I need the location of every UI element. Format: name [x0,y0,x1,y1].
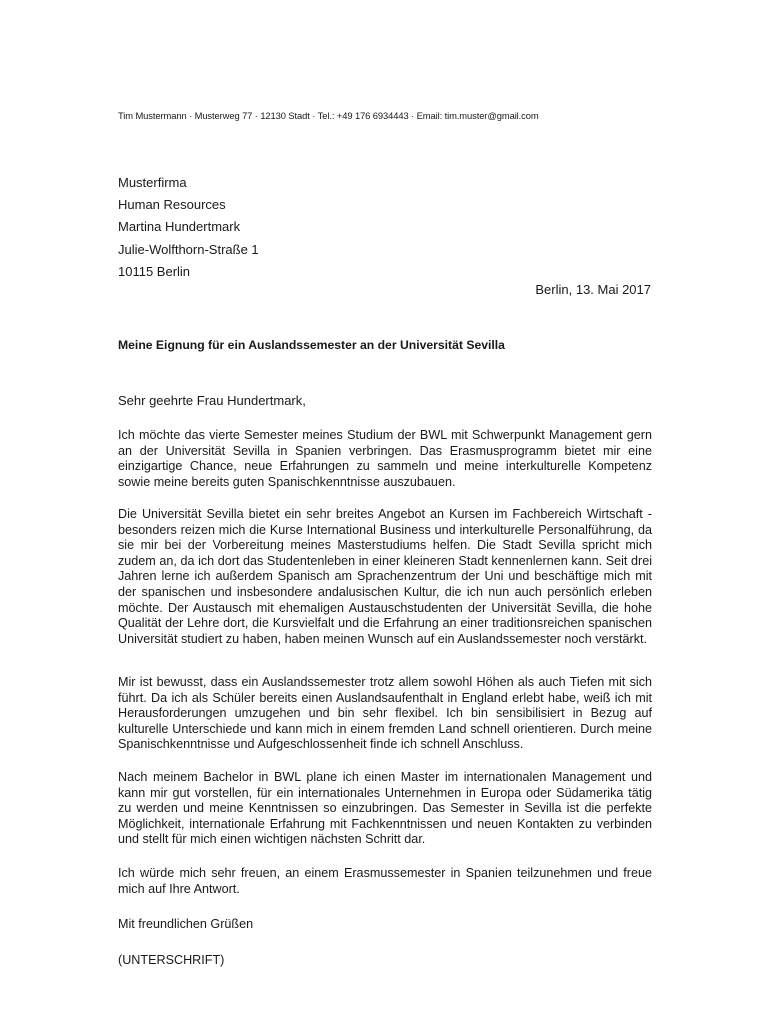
sender-address-line: Tim Mustermann · Musterweg 77 · 12130 Stadt · Tel.: +49 176 6934443 · Email: tim.muster@gmail.com [118,110,539,121]
recipient-city: 10115 Berlin [118,263,191,279]
recipient-address [118,172,259,283]
letter-subject: Meine Eignung für ein Auslandssemester an der Universität Sevilla [118,338,505,352]
closing: Mit freundlichen Grüßen [118,917,254,931]
recipient-street: Julie-Wolfthorn-Straße 1 [118,241,259,257]
letter-date: Berlin, 13. Mai 2017 [535,282,651,297]
body-paragraph: Ich möchte das vierte Semester meines Studium der BWL mit Schwerpunkt Management gern an der Universität Sevilla in Spanien verbringen. Das Erasmusprogramm bietet mir eine einzigartige Chance, neue Erfahrungen zu sammeln und meine interkulturelle Kompetenz sowie meine bereits guten Spanischkenntnisse auszubauen. [118,428,652,489]
salutation: Sehr geehrte Frau Hundertmark, [118,393,306,408]
recipient-company: Musterfirma [118,175,187,190]
signature-placeholder: (UNTERSCHRIFT) [118,953,225,967]
body-paragraph: Die Universität Sevilla bietet ein sehr breites Angebot an Kursen im Fachbereich Wirtschaft - besonders reizen mich die Kurse International Business und interkulturelle Personalführung, da sie mir bei der Vorbereitung meines Masterstudiums helfen. Die Stadt Sevilla spricht mich zudem an, da ich dort das Studentenleben in einer kleineren Stadt kennenlernen kann. Seit drei Jahren lerne ich außerdem Spanisch am Sprachenzentrum der Uni und beschäftige mich mit der spanischen und insbesondere andalusischen Kultur, die ich nun auch persönlich erleben möchte. Der Austausch mit ehemaligen Austauschstudenten der Universität Sevilla, die hohe Qualität der Lehre dort, die Kursvielfalt und die Erfahrung an einer traditionsreichen spanischen Universität studiert zu haben, haben meinen Wunsch auf ein Auslandssemester noch verstärkt. [118,507,652,646]
recipient-department: Human Resources [118,197,226,213]
body-paragraph: Nach meinem Bachelor in BWL plane ich einen Master im internationalen Management und kann mir gut vorstellen, für ein internationales Unternehmen in Europa oder Südamerika tätig zu werden und meine Kenntnissen so einzubringen. Das Semester in Sevilla ist die perfekte Möglichkeit, internationale Erfahrung mit Fachkenntnissen und neuen Kontakten zu verbinden und stellt für mich einen wichtigen nächsten Schritt dar. [118,770,652,847]
body-paragraph: Mir ist bewusst, dass ein Auslandssemester trotz allem sowohl Höhen als auch Tiefen mit sich führt. Da ich als Schüler bereits einen Auslandsaufenthalt in England erlebt habe, weiß ich mit Herausforderungen umzugehen und bin sehr flexibel. Ich bin sensibilisiert in Bezug auf kulturelle Unterschiede und kann mich in einem fremden Land schnell orientieren. Durch meine Spanischkenntnisse und Aufgeschlossenheit finde ich schnell Anschluss. [118,675,652,752]
recipient-contact: Martina Hundertmark [118,219,241,235]
body-paragraph: Ich würde mich sehr freuen, an einem Erasmussemester in Spanien teilzunehmen und freue mich auf Ihre Antwort. [118,866,652,896]
